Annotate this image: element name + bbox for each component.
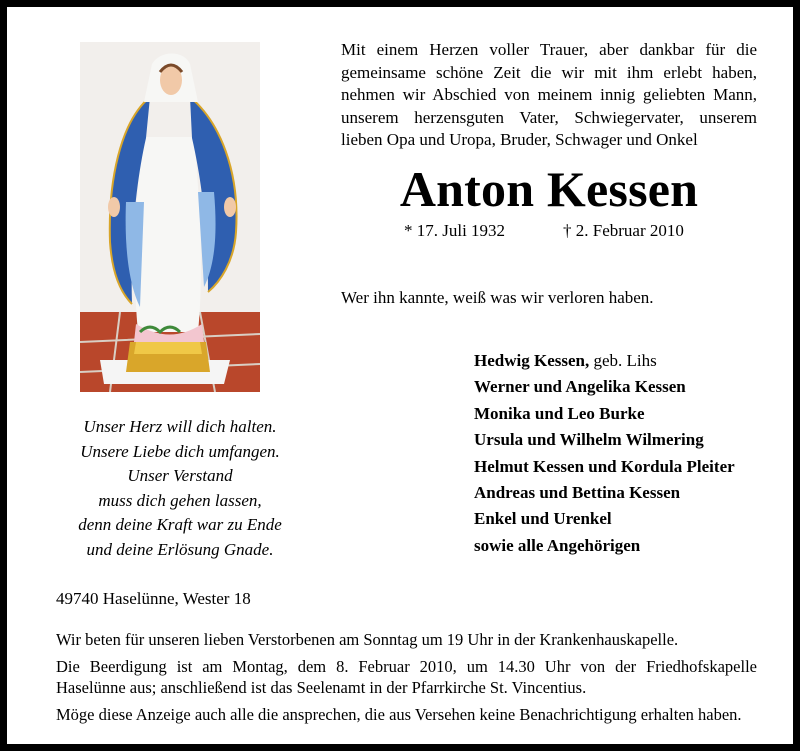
notice-line: Die Beerdigung ist am Montag, dem 8. Februar 2010, um 14.30 Uhr von der Friedhofskapelle	[56, 657, 757, 676]
poem-line: Unser Verstand	[127, 466, 233, 485]
intro-line: Mit einem Herzen voller Trauer, aber dankbar für die	[341, 40, 757, 59]
intro-line: gemeinsame schöne Zeit die wir mit ihm erlebt haben,	[341, 62, 757, 82]
mourner-line: Helmut Kessen und Kordula Pleiter	[474, 456, 735, 476]
deceased-name: Anton Kessen	[399, 161, 699, 217]
mourner-line: Werner und Angelika Kessen	[474, 377, 686, 397]
address: 49740 Haselünne, Wester 18	[56, 589, 251, 608]
birth-date: * 17. Juli 1932	[404, 221, 506, 240]
mourner-line: Enkel und Urenkel	[474, 509, 612, 529]
notice-line: Möge diese Anzeige auch alle die ansprechen, die aus Versehen keine Benachrichtigung erhalten haben.	[56, 705, 742, 724]
mourner-line	[474, 348, 735, 374]
notice-line: Wir beten für unseren lieben Verstorbenen am Sonntag um 19 Uhr in der Krankenhauskapelle.	[56, 630, 679, 649]
poem-line: und deine Erlösung Gnade.	[86, 539, 274, 559]
mourner-line: Ursula und Wilhelm Wilmering	[474, 430, 704, 450]
intro-line: nehmen wir Abschied von meinem innig geliebten Mann,	[341, 85, 757, 104]
closing-notice	[56, 705, 757, 726]
poem-line: Unsere Liebe dich umfangen.	[80, 441, 280, 461]
poem-line: denn deine Kraft war zu Ende	[78, 515, 282, 534]
poem-line: muss dich gehen lassen,	[98, 490, 262, 510]
funeral-notice	[56, 657, 757, 698]
death-date: † 2. Februar 2010	[563, 221, 684, 240]
mourner-line: Monika und Leo Burke	[474, 403, 645, 423]
mourner-line: sowie alle Angehörigen	[474, 535, 641, 555]
madonna-statue-photo	[80, 42, 260, 392]
memorial-poem	[47, 415, 313, 562]
prayer-notice	[56, 630, 757, 651]
intro-line: lieben Opa und Uropa, Bruder, Schwager und Onkel	[341, 130, 698, 149]
poem-line: Unser Herz will dich halten.	[83, 417, 277, 436]
mourner-line: Andreas und Bettina Kessen	[474, 483, 681, 503]
intro-line: unserem herzensguten Vater, Schwiegervater, unserem	[341, 107, 757, 127]
intro-text	[341, 39, 757, 152]
mourners-list	[474, 348, 735, 559]
mourner-name: Hedwig Kessen,	[474, 351, 590, 370]
mourner-maiden-name: geb. Lihs	[589, 351, 657, 370]
motto: Wer ihn kannte, weiß was wir verloren haben.	[341, 288, 654, 307]
notice-line: Haselünne aus; anschließend ist das Seelenamt in der Pfarrkirche St. Vincentius.	[56, 677, 587, 697]
